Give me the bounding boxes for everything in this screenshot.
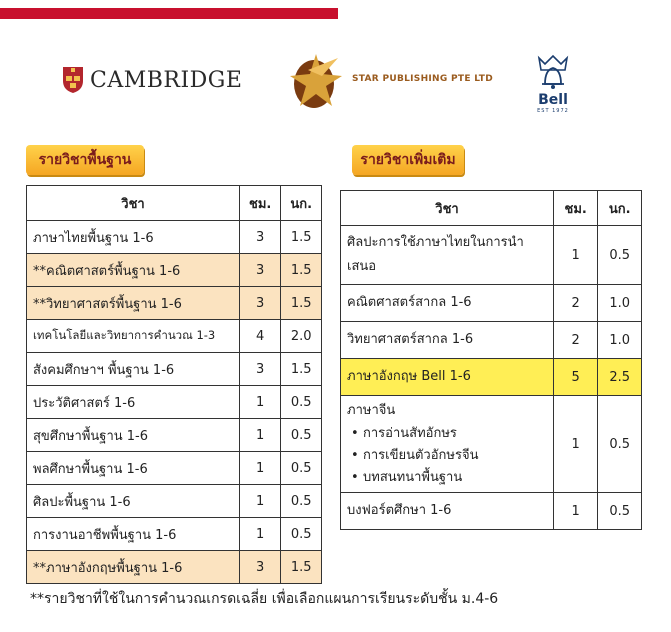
subject-cell: พลศึกษาพื้นฐาน 1-6	[27, 452, 240, 485]
extra-subjects-table	[340, 190, 642, 530]
table-row	[27, 254, 322, 287]
cambridge-logo	[62, 66, 242, 94]
subject-cell: วิทยาศาสตร์สากล 1-6	[341, 322, 554, 359]
basic-subjects-table	[26, 185, 322, 584]
subject-cell: สุขศึกษาพื้นฐาน 1-6	[27, 419, 240, 452]
hours-cell: 3	[240, 353, 281, 386]
hours-cell: 1	[554, 493, 598, 530]
credits-cell: 2.5	[598, 359, 642, 396]
credits-cell: 1.5	[281, 221, 322, 254]
credits-cell: 1.0	[598, 322, 642, 359]
hours-cell: 1	[554, 396, 598, 493]
credits-cell: 0.5	[281, 485, 322, 518]
bell-icon	[533, 50, 573, 90]
credits-cell: 0.5	[598, 493, 642, 530]
hours-cell: 1	[240, 386, 281, 419]
list-item: • การเขียนตัวอักษรจีน	[347, 445, 547, 467]
subject-cell: ภาษาอังกฤษ Bell 1-6	[341, 359, 554, 396]
subject-cell: ประวัติศาสตร์ 1-6	[27, 386, 240, 419]
table-row	[27, 551, 322, 584]
credits-cell: 1.5	[281, 353, 322, 386]
chinese-subject-label: ภาษาจีน	[347, 403, 396, 418]
hours-cell: 3	[240, 287, 281, 320]
header-subject: วิชา	[27, 186, 240, 221]
credits-cell: 0.5	[281, 386, 322, 419]
hours-cell: 4	[240, 320, 281, 353]
list-item: • บทสนทนาพื้นฐาน	[347, 467, 547, 489]
hours-cell: 2	[554, 285, 598, 322]
subject-cell: **คณิตศาสตร์พื้นฐาน 1-6	[27, 254, 240, 287]
subject-cell: ศิลปะพื้นฐาน 1-6	[27, 485, 240, 518]
table-row	[341, 285, 642, 322]
credits-cell: 1.5	[281, 287, 322, 320]
table-row	[341, 396, 642, 493]
subject-cell: คณิตศาสตร์สากล 1-6	[341, 285, 554, 322]
cambridge-name: CAMBRIDGE	[90, 67, 243, 93]
hours-cell: 3	[240, 221, 281, 254]
header-credits: นก.	[598, 191, 642, 226]
table-row	[27, 320, 322, 353]
subject-cell: ศิลปะการใช้ภาษาไทยในการนำเสนอ	[341, 226, 554, 285]
footnote: **รายวิชาที่ใช้ในการคำนวณเกรดเฉลี่ย เพื่อเลือกแผนการเรียนระดับชั้น ม.4-6	[30, 591, 499, 607]
list-item: • การอ่านสัทอักษร	[347, 423, 547, 445]
table-row	[341, 226, 642, 285]
table-row	[341, 493, 642, 530]
subject-cell: การงานอาชีพพื้นฐาน 1-6	[27, 518, 240, 551]
credits-cell: 0.5	[281, 419, 322, 452]
hours-cell: 1	[240, 452, 281, 485]
subject-cell: สังคมศึกษาฯ พื้นฐาน 1-6	[27, 353, 240, 386]
credits-cell: 1.0	[598, 285, 642, 322]
subject-cell: **ภาษาอังกฤษพื้นฐาน 1-6	[27, 551, 240, 584]
table-row	[27, 518, 322, 551]
table-row	[27, 419, 322, 452]
bell-logo	[528, 50, 578, 114]
table-row	[341, 322, 642, 359]
header-hours: ชม.	[554, 191, 598, 226]
star-icon	[286, 48, 346, 110]
header-credits: นก.	[281, 186, 322, 221]
table-row	[27, 386, 322, 419]
header-hours: ชม.	[240, 186, 281, 221]
table-row	[27, 353, 322, 386]
table-row	[27, 452, 322, 485]
table-row	[27, 221, 322, 254]
cambridge-shield-icon	[62, 66, 84, 94]
credits-cell: 2.0	[281, 320, 322, 353]
star-publishing-logo	[286, 48, 493, 110]
bell-name: Bell	[538, 92, 568, 108]
table-row	[27, 287, 322, 320]
hours-cell: 1	[554, 226, 598, 285]
subject-cell: ภาษาไทยพื้นฐาน 1-6	[27, 221, 240, 254]
hours-cell: 3	[240, 551, 281, 584]
credits-cell: 0.5	[281, 452, 322, 485]
star-publishing-name: STAR PUBLISHING PTE LTD	[352, 74, 493, 84]
credits-cell: 0.5	[281, 518, 322, 551]
table-row	[341, 359, 642, 396]
hours-cell: 5	[554, 359, 598, 396]
bell-est: EST 1972	[537, 108, 569, 114]
table-row	[27, 485, 322, 518]
hours-cell: 1	[240, 518, 281, 551]
credits-cell: 1.5	[281, 551, 322, 584]
hours-cell: 3	[240, 254, 281, 287]
subject-cell: เทคโนโลยีและวิทยาการคำนวณ 1-3	[27, 320, 240, 353]
credits-cell: 1.5	[281, 254, 322, 287]
subject-cell	[341, 396, 554, 493]
top-accent-bar	[0, 8, 338, 19]
subject-cell: บงฟอร์ตศึกษา 1-6	[341, 493, 554, 530]
header-subject: วิชา	[341, 191, 554, 226]
subject-cell: **วิทยาศาสตร์พื้นฐาน 1-6	[27, 287, 240, 320]
hours-cell: 2	[554, 322, 598, 359]
extra-subjects-tag: รายวิชาเพิ่มเติม	[352, 145, 464, 175]
hours-cell: 1	[240, 485, 281, 518]
basic-subjects-tag: รายวิชาพื้นฐาน	[26, 145, 144, 175]
hours-cell: 1	[240, 419, 281, 452]
credits-cell: 0.5	[598, 396, 642, 493]
credits-cell: 0.5	[598, 226, 642, 285]
